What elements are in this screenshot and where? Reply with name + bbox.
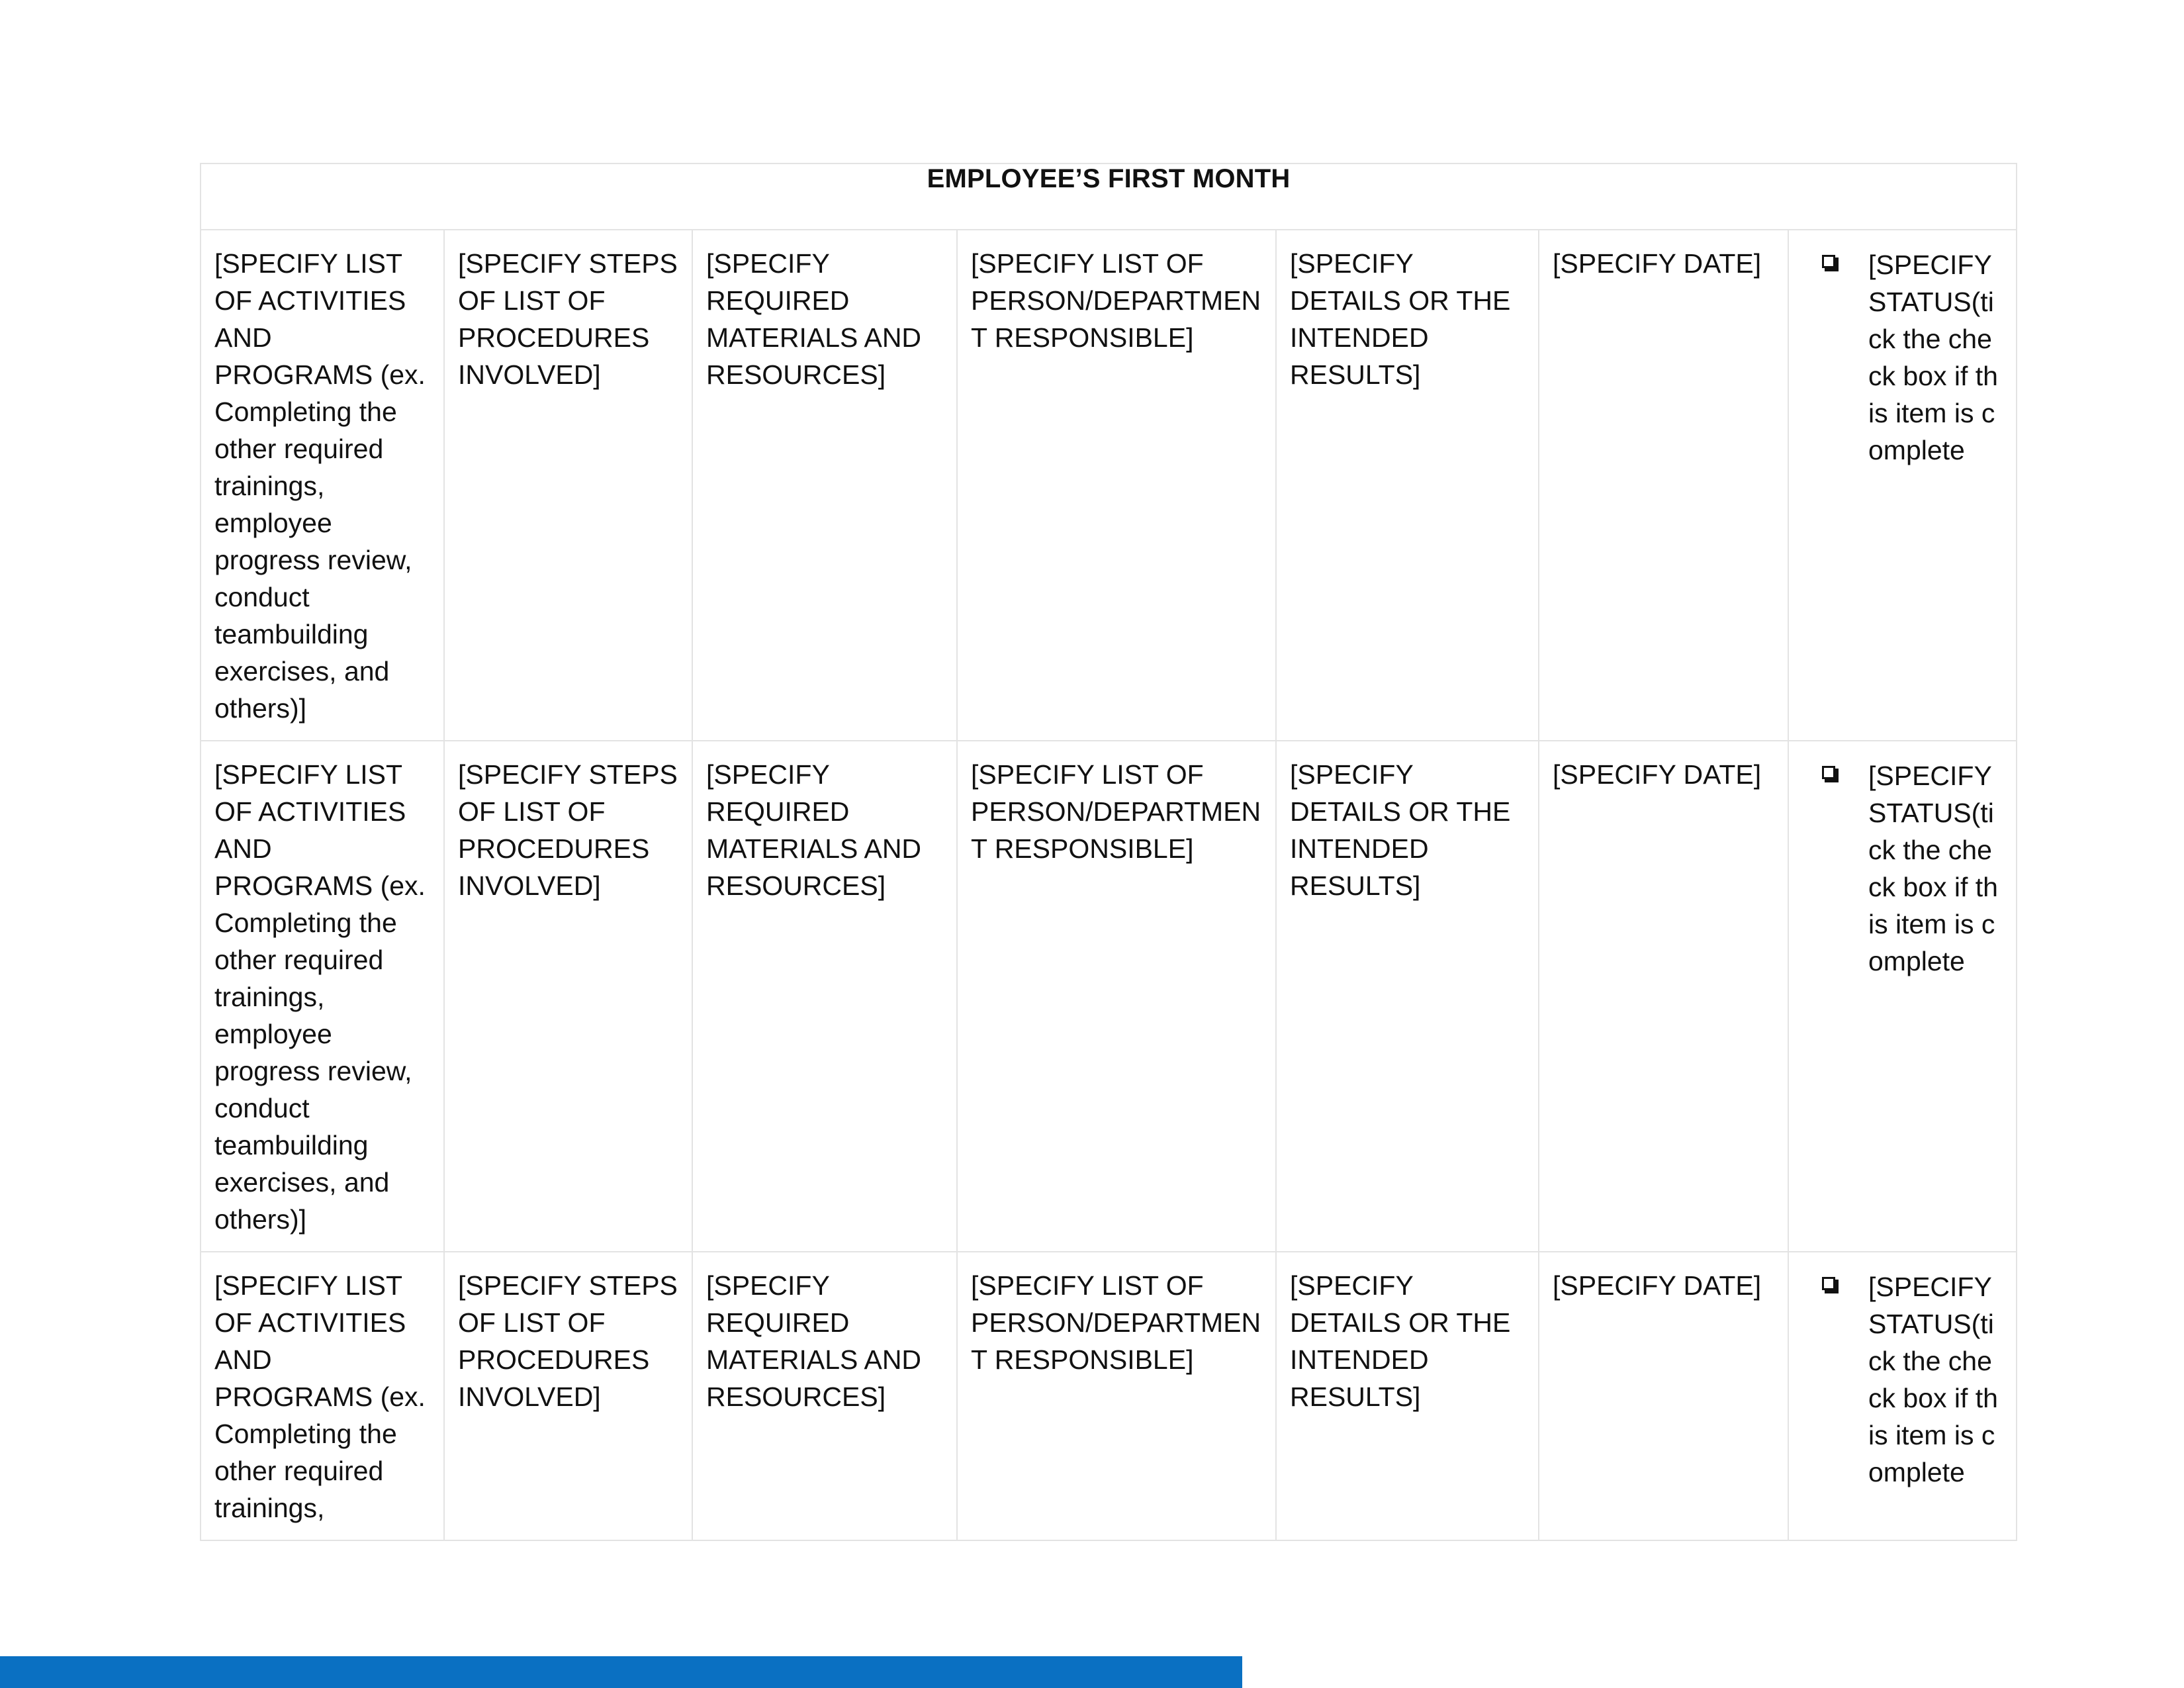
date-cell[interactable] [1539, 1252, 1788, 1540]
responsible-cell[interactable] [957, 230, 1276, 741]
steps-cell[interactable] [444, 741, 692, 1252]
status-cell [1788, 230, 2017, 741]
date-text: [SPECIFY DATE] [1553, 759, 1762, 790]
details-cell[interactable] [1276, 741, 1539, 1252]
steps-cell[interactable] [444, 1252, 692, 1540]
steps-text: [SPECIFY STEPS OF LIST OF PROCEDURES INVOLVED] [458, 759, 678, 901]
responsible-text: [SPECIFY LIST OF PERSON/DEPARTMENT RESPONSIBLE] [971, 759, 1261, 864]
responsible-cell[interactable] [957, 1252, 1276, 1540]
status-text: [SPECIFY STATUS(tick the check box if this item is complete [1868, 761, 1998, 976]
activities-cell[interactable] [201, 230, 444, 741]
checkbox-icon[interactable] [1822, 766, 1839, 783]
responsible-cell[interactable] [957, 741, 1276, 1252]
activities-cell[interactable] [201, 741, 444, 1252]
activities-text: [SPECIFY LIST OF ACTIVITIES AND PROGRAMS (ex. Completing the other required trainings, [214, 1270, 426, 1523]
materials-text: [SPECIFY REQUIRED MATERIALS AND RESOURCES] [706, 1270, 922, 1412]
status-text: [SPECIFY STATUS(tick the check box if this item is complete [1868, 1272, 1998, 1487]
table-row [201, 230, 2017, 741]
steps-text: [SPECIFY STEPS OF LIST OF PROCEDURES INVOLVED] [458, 1270, 678, 1412]
date-cell[interactable] [1539, 230, 1788, 741]
responsible-text: [SPECIFY LIST OF PERSON/DEPARTMENT RESPONSIBLE] [971, 1270, 1261, 1375]
date-cell[interactable] [1539, 741, 1788, 1252]
details-cell[interactable] [1276, 1252, 1539, 1540]
activities-text: [SPECIFY LIST OF ACTIVITIES AND PROGRAMS (ex. Completing the other required trainings, employee progress review, conduct teambuilding exercises, and others)] [214, 759, 426, 1235]
materials-text: [SPECIFY REQUIRED MATERIALS AND RESOURCES] [706, 759, 922, 901]
details-text: [SPECIFY DETAILS OR THE INTENDED RESULTS] [1290, 248, 1511, 390]
status-cell [1788, 741, 2017, 1252]
table-row [201, 741, 2017, 1252]
status-item [1789, 741, 2016, 993]
materials-cell[interactable] [692, 230, 957, 741]
status-cell [1788, 1252, 2017, 1540]
date-text: [SPECIFY DATE] [1553, 248, 1762, 279]
table-title-row [201, 164, 2017, 230]
steps-text: [SPECIFY STEPS OF LIST OF PROCEDURES INVOLVED] [458, 248, 678, 390]
status-item [1789, 1252, 2016, 1504]
responsible-text: [SPECIFY LIST OF PERSON/DEPARTMENT RESPONSIBLE] [971, 248, 1261, 353]
table-title: EMPLOYEE’S FIRST MONTH [201, 164, 2017, 230]
status-text: [SPECIFY STATUS(tick the check box if this item is complete [1868, 250, 1998, 465]
first-month-plan-table [200, 163, 2017, 1541]
activities-text: [SPECIFY LIST OF ACTIVITIES AND PROGRAMS (ex. Completing the other required trainings, employee progress review, conduct teambuilding exercises, and others)] [214, 248, 426, 724]
checkbox-icon[interactable] [1822, 1277, 1839, 1294]
checkbox-icon[interactable] [1822, 255, 1839, 272]
steps-cell[interactable] [444, 230, 692, 741]
details-text: [SPECIFY DETAILS OR THE INTENDED RESULTS] [1290, 1270, 1511, 1412]
status-item [1789, 230, 2016, 482]
footer-accent-bar [0, 1656, 1242, 1688]
date-text: [SPECIFY DATE] [1553, 1270, 1762, 1301]
activities-cell[interactable] [201, 1252, 444, 1540]
details-cell[interactable] [1276, 230, 1539, 741]
materials-text: [SPECIFY REQUIRED MATERIALS AND RESOURCES] [706, 248, 922, 390]
table-row [201, 1252, 2017, 1540]
materials-cell[interactable] [692, 1252, 957, 1540]
materials-cell[interactable] [692, 741, 957, 1252]
details-text: [SPECIFY DETAILS OR THE INTENDED RESULTS] [1290, 759, 1511, 901]
